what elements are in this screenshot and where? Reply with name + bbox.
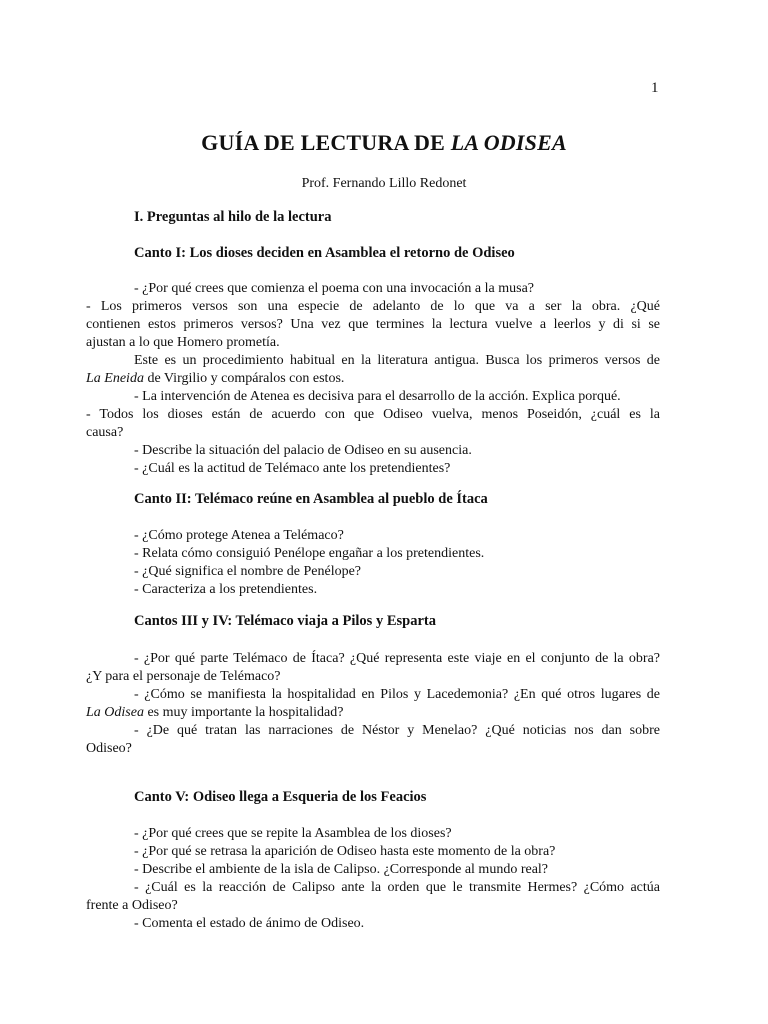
question-line: - ¿Cuál es la reacción de Calipso ante la orden que le transmite Hermes? ¿Cómo actúa — [134, 880, 660, 895]
question-line: - ¿Cuál es la actitud de Telémaco ante los pretendientes? — [134, 461, 451, 476]
question-line: - ¿Por qué crees que comienza el poema con una invocación a la musa? — [134, 281, 534, 296]
canto-5-heading: Canto V: Odiseo llega a Esqueria de los Feacios — [134, 789, 427, 805]
question-line: - Todos los dioses están de acuerdo con que Odiseo vuelva, menos Poseidón, ¿cuál es la — [86, 407, 660, 422]
canto-1-heading: Canto I: Los dioses deciden en Asamblea el retorno de Odiseo — [134, 245, 515, 261]
question-line: ajustan a lo que Homero prometía. — [86, 335, 280, 350]
question-line: - Describe el ambiente de la isla de Calipso. ¿Corresponde al mundo real? — [134, 862, 549, 877]
question-line: Odiseo? — [86, 741, 132, 756]
title-main: GUÍA DE LECTURA DE — [201, 130, 451, 155]
question-line: frente a Odiseo? — [86, 898, 178, 913]
italic-title: La Odisea — [86, 705, 144, 720]
title-italic: LA ODISEA — [450, 130, 567, 155]
question-line: - ¿Por qué parte Telémaco de Ítaca? ¿Qué representa este viaje en el conjunto de la obra? — [134, 651, 660, 666]
question-line: - Relata cómo consiguió Penélope engañar a los pretendientes. — [134, 546, 485, 561]
question-line: ¿Y para el personaje de Telémaco? — [86, 669, 281, 684]
author-line: Prof. Fernando Lillo Redonet — [301, 176, 467, 191]
question-line: contienen estos primeros versos? Una vez que termines la lectura vuelve a leerlos y di si se — [86, 317, 660, 332]
page-number: 1 — [651, 80, 659, 96]
italic-title: La Eneida — [86, 371, 144, 386]
question-text: es muy importante la hospitalidad? — [143, 705, 344, 720]
question-line: - ¿Cómo se manifiesta la hospitalidad en Pilos y Lacedemonia? ¿En qué otros lugares de — [134, 687, 660, 702]
canto-3-4-heading: Cantos III y IV: Telémaco viaja a Pilos y Esparta — [134, 613, 436, 629]
question-line: - Describe la situación del palacio de Odiseo en su ausencia. — [134, 443, 472, 458]
question-line — [86, 705, 343, 721]
question-line: - ¿Por qué se retrasa la aparición de Odiseo hasta este momento de la obra? — [134, 844, 556, 859]
question-line: - ¿Por qué crees que se repite la Asamblea de los dioses? — [134, 826, 452, 841]
paragraph-line — [86, 371, 344, 387]
question-line: causa? — [86, 425, 124, 440]
paragraph-text: de Virgilio y compáralos con estos. — [143, 371, 345, 386]
canto-2-heading: Canto II: Telémaco reúne en Asamblea al pueblo de Ítaca — [134, 491, 488, 507]
question-line: - ¿Cómo protege Atenea a Telémaco? — [134, 528, 344, 543]
paragraph-line: Este es un procedimiento habitual en la literatura antigua. Busca los primeros versos de — [134, 353, 660, 368]
document-title — [0, 130, 768, 156]
question-line: - ¿Qué significa el nombre de Penélope? — [134, 564, 362, 579]
section-heading: I. Preguntas al hilo de la lectura — [134, 209, 332, 225]
question-line: - Caracteriza a los pretendientes. — [134, 582, 318, 597]
question-line: - ¿De qué tratan las narraciones de Néstor y Menelao? ¿Qué noticias nos dan sobre — [134, 723, 660, 738]
question-line: - La intervención de Atenea es decisiva para el desarrollo de la acción. Explica porqué. — [134, 389, 621, 404]
question-line: - Comenta el estado de ánimo de Odiseo. — [134, 916, 365, 931]
question-line: - Los primeros versos son una especie de adelanto de lo que va a ser la obra. ¿Qué — [86, 299, 660, 314]
